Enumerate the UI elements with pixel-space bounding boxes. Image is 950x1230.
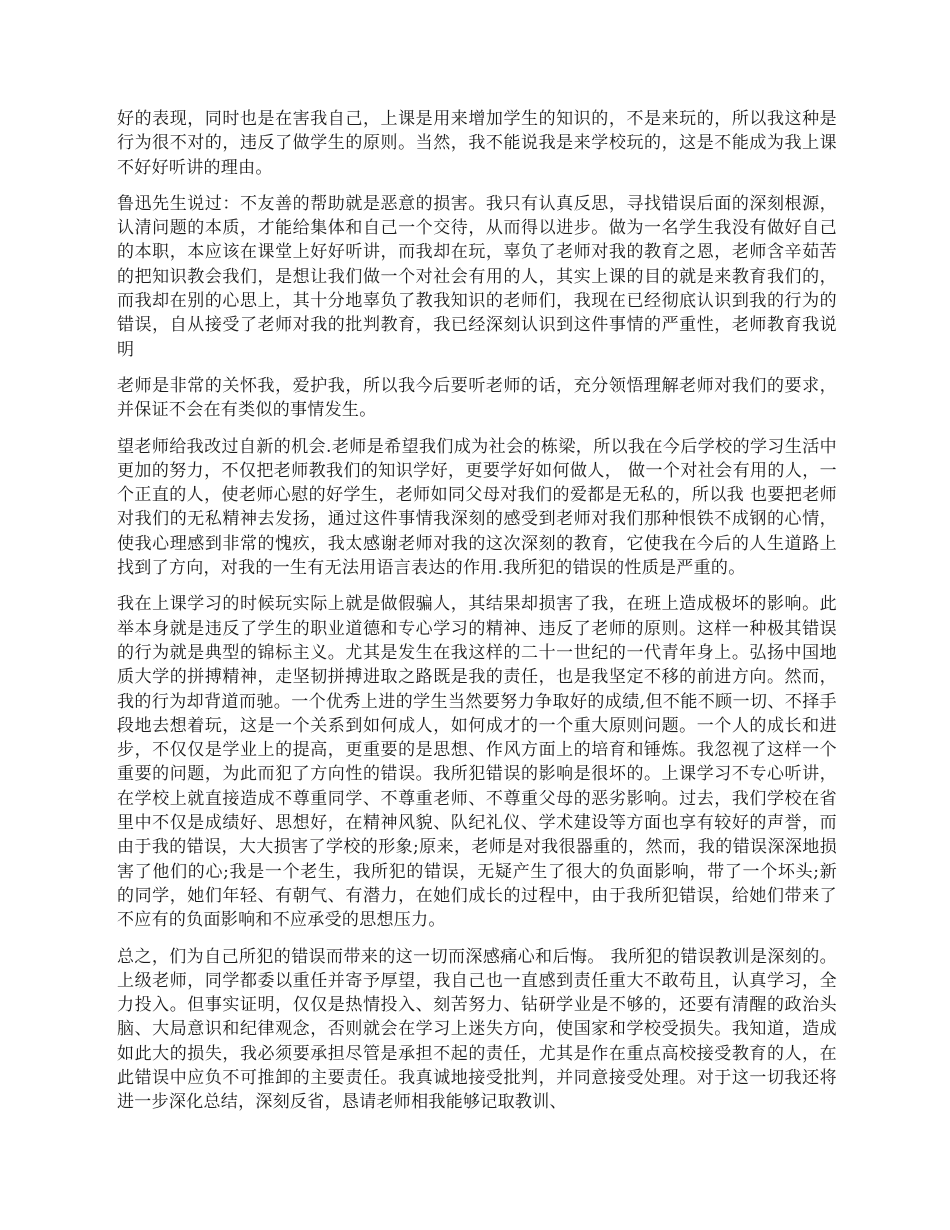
paragraph-1: 好的表现，同时也是在害我自己，上课是用来增加学生的知识的，不是来玩的，所以我这种是行为很不对的，违反了做学生的原则。当然，我不能说我是来学校玩的，这是不能成为我上课不好好听讲的理由。 bbox=[117, 109, 837, 178]
paragraph-6: 总之，们为自己所犯的错误而带来的这一切而深感痛心和后悔。 我所犯的错误教训是深刻的。上级老师，同学都委以重任并寄予厚望，我自己也一直感到责任重大不敢苟且，认真学习，全力投入。但事实证明，仅仅是热情投入、刻苦努力、钻研学业是不够的，还要有清醒的政治头脑、大局意识和纪律观念，否则就会在学习上迷失方向，使国家和学校受损失。我知道，造成如此大的损失，我必须要承担尽管是承担不起的责任，尤其是作在重点高校接受教育的人，在此错误中应负不可推卸的主要责任。我真诚地接受批判，并同意接受处理。对于这一切我还将进一步深化总结，深刻反省，恳请老师相我能够记取教训、 bbox=[117, 946, 837, 1113]
document-body bbox=[117, 107, 837, 1127]
paragraph-2: 鲁迅先生说过：不友善的帮助就是恶意的损害。我只有认真反思，寻找错误后面的深刻根源，认清问题的本质，才能给集体和自己一个交待，从而得以进步。做为一名学生我没有做好自己的本职，本应该在课堂上好好听讲，而我却在玩，辜负了老师对我的教育之恩，老师含辛茹苦的把知识教会我们，是想让我们做一个对社会有用的人，其实上课的目的就是来教育我们的，而我却在别的心思上，其十分地辜负了教我知识的老师们，我现在已经彻底认识到我的行为的错误，自从接受了老师对我的批判教育，我已经深刻认识到这件事情的严重性，老师教育我说明 bbox=[117, 193, 837, 360]
paragraph-5: 我在上课学习的时候玩实际上就是做假骗人，其结果却损害了我，在班上造成极坏的影响。此举本身就是违反了学生的职业道德和专心学习的精神、违反了老师的原则。这样一种极其错误的行为就是典型的锦标主义。尤其是发生在我这样的二十一世纪的一代青年身上。弘扬中国地质大学的拼搏精神，走坚韧拼搏进取之路既是我的责任，也是我坚定不移的前进方向。然而，我的行为却背道而驰。一个优秀上进的学生当然要努力争取好的成绩,但不能不顾一切、不择手段地去想着玩，这是一个关系到如何成人，如何成才的一个重大原则问题。一个人的成长和进步，不仅仅是学业上的提高，更重要的是思想、作风方面上的培育和锤炼。我忽视了这样一个重要的问题，为此而犯了方向性的错误。我所犯错误的影响是很坏的。上课学习不专心听讲，在学校上就直接造成不尊重同学、不尊重老师、不尊重父母的恶劣影响。过去，我们学校在省里中不仅是成绩好、思想好，在精神风貌、队纪礼仪、学术建设等方面也享有较好的声誉，而由于我的错误，大大损害了学校的形象;原来，老师是对我很器重的，然而，我的错误深深地损害了他们的心;我是一个老生，我所犯的错误，无疑产生了很大的负面影响，带了一个坏头;新的同学，她们年轻、有朝气、有潜力，在她们成长的过程中，由于我所犯错误，给她们带来了不应有的负面影响和不应承受的思想压力。 bbox=[117, 594, 837, 931]
paragraph-4: 望老师给我改过自新的机会.老师是希望我们成为社会的栋梁，所以我在今后学校的学习生活中更加的努力，不仅把老师教我们的知识学好，更要学好如何做人， 做一个对社会有用的人，一个正直的人，使老师心慰的好学生，老师如同父母对我们的爱都是无私的，所以我 也要把老师对我们的无私精神去发扬，通过这件事情我深刻的感受到老师对我们那种恨铁不成钢的心情，使我心理感到非常的愧疚，我太感谢老师对我的这次深刻的教育，它使我在今后的人生道路上找到了方向，对我的一生有无法用语言表达的作用.我所犯的错误的性质是严重的。 bbox=[117, 436, 837, 579]
paragraph-3: 老师是非常的关怀我，爱护我，所以我今后要听老师的话，充分领悟理解老师对我们的要求，并保证不会在有类似的事情发生。 bbox=[117, 375, 837, 421]
